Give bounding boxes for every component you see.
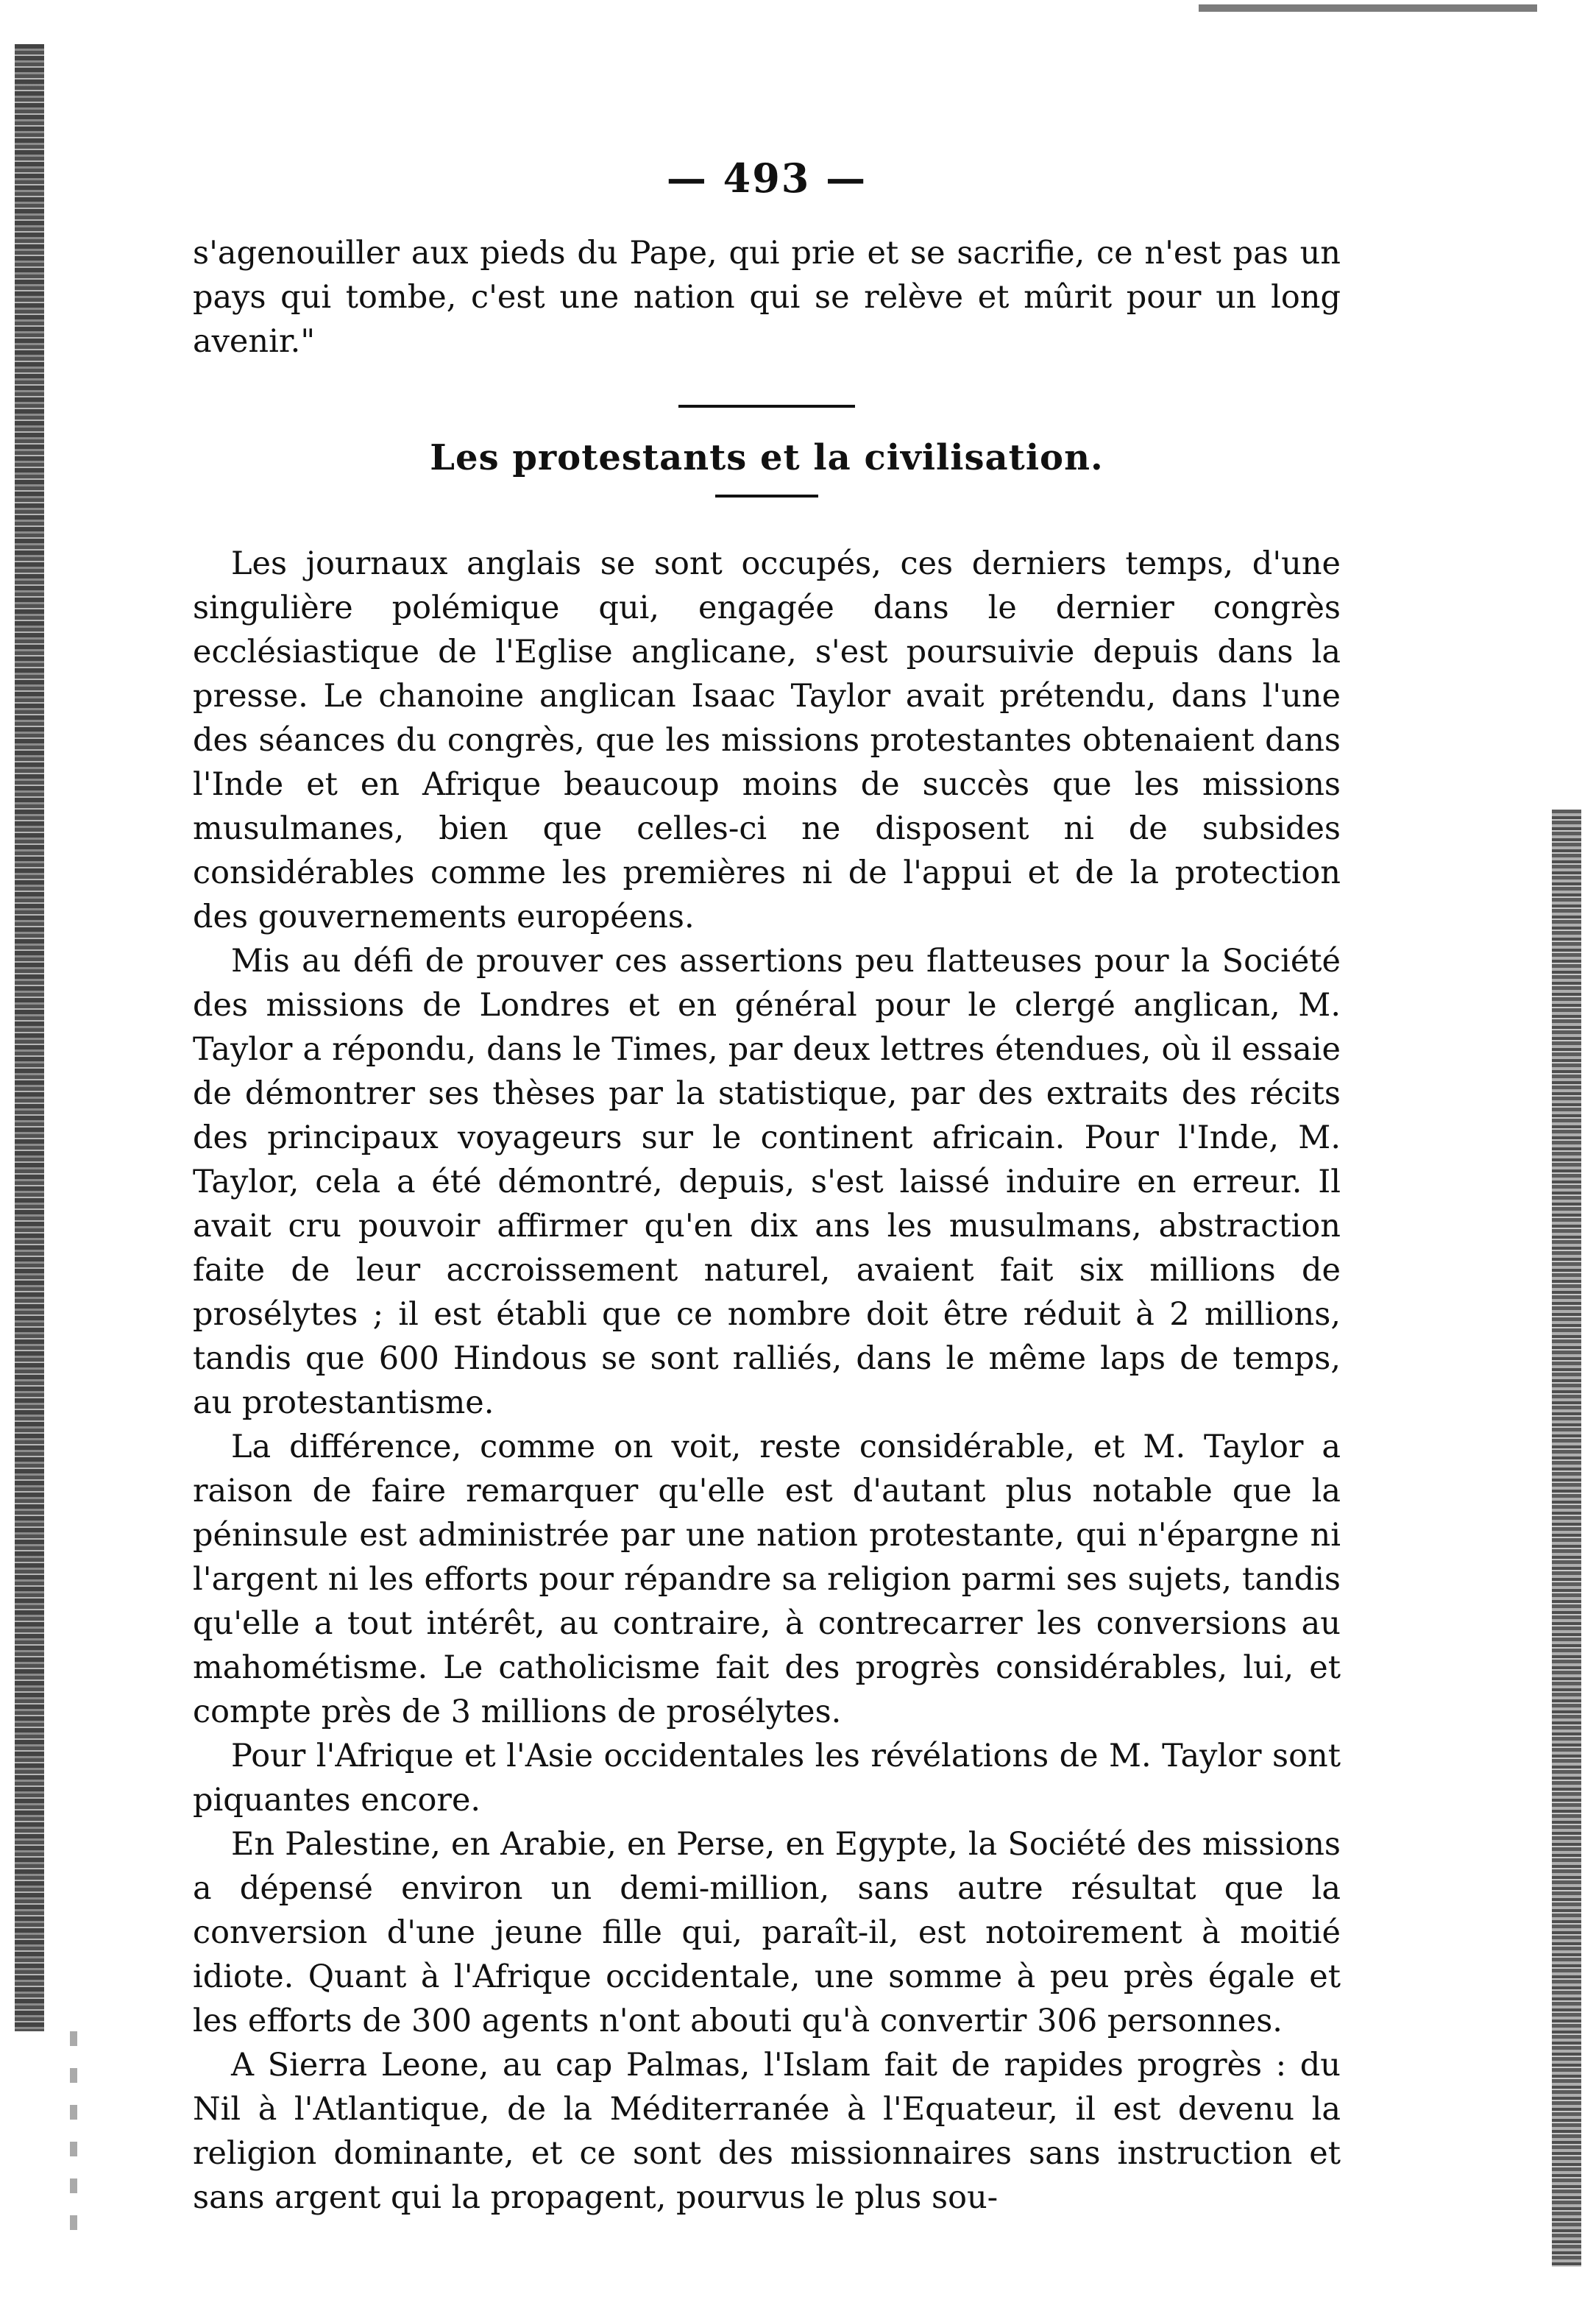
paragraph: En Palestine, en Arabie, en Perse, en Egypte, la Société des missions a dépensé environ un demi-million, sans autre résultat que la conversion d'une jeune fille qui, paraît-il, est notoirement à moitié idiote. Quant à l'Afrique occidentale, une somme à peu près égale et les efforts de 300 agents n'ont abouti qu'à convertir 306 personnes. bbox=[193, 1826, 1341, 2039]
paragraph: Pour l'Afrique et l'Asie occidentales les révélations de M. Taylor sont piquantes encore. bbox=[193, 1738, 1341, 1819]
paragraph: Mis au défi de prouver ces assertions peu flatteuses pour la Société des missions de Londres et en général pour le clergé anglican, M. Taylor a répondu, dans le Times, par deux lettres étendues, où il essaie de démontrer ses thèses par la statistique, par des extraits des récits des principaux voyageurs sur le continent africain. Pour l'Inde, M. Taylor, cela a été démontré, depuis, s'est laissé induire en erreur. Il avait cru pouvoir affirmer qu'en dix ans les musulmans, abstraction faite de leur accroissement naturel, avaient fait six millions de prosélytes ; il est établi que ce nombre doit être réduit à 2 millions, tandis que 600 Hindous se sont ralliés, dans le même laps de temps, au protestantisme. bbox=[193, 943, 1341, 1421]
page-number: — 493 — bbox=[666, 155, 868, 202]
paragraph: La différence, comme on voit, reste considérable, et M. Taylor a raison de faire remarquer qu'elle est d'autant plus notable que la péninsule est administrée par une nation protestante, qui n'épargne ni l'argent ni les efforts pour répandre sa religion parmi ses sujets, tandis qu'elle a tout intérêt, au contraire, à contrecarrer les conversions au mahométisme. Le catholicisme fait des progrès considérables, lui, et compte près de 3 millions de prosélytes. bbox=[193, 1429, 1341, 1730]
scan-edge-right bbox=[1552, 810, 1581, 2267]
page-body bbox=[193, 155, 1341, 2220]
scan-edge-left bbox=[15, 44, 44, 2031]
section-rule-top bbox=[678, 405, 855, 408]
scan-top-rule bbox=[1199, 4, 1537, 12]
section-rule-bottom bbox=[715, 495, 818, 498]
paragraph: Les journaux anglais se sont occupés, ces derniers temps, d'une singulière polémique qui, engagée dans le dernier congrès ecclésiastique de l'Eglise anglicane, s'est poursuivie depuis dans la presse. Le chanoine anglican Isaac Taylor avait prétendu, dans l'une des séances du congrès, que les missions protestantes obtenaient dans l'Inde et en Afrique beaucoup moins de succès que les missions musulmanes, bien que celles-ci ne disposent ni de subsides considérables comme les premières ni de l'appui et de la protection des gouvernements européens. bbox=[193, 545, 1341, 935]
section-title: Les protestants et la civilisation. bbox=[430, 437, 1104, 478]
scan-edge-left-lower bbox=[70, 2031, 77, 2252]
paragraph-continuation: s'agenouiller aux pieds du Pape, qui prie et se sacrifie, ce n'est pas un pays qui tombe, c'est une nation qui se relève et mûrit pour un long avenir." bbox=[193, 235, 1341, 360]
paragraph: A Sierra Leone, au cap Palmas, l'Islam fait de rapides progrès : du Nil à l'Atlantique, de la Méditerranée à l'Equateur, il est devenu la religion dominante, et ce sont des missionnaires sans instruction et sans argent qui la propagent, pourvus le plus sou- bbox=[193, 2047, 1341, 2216]
